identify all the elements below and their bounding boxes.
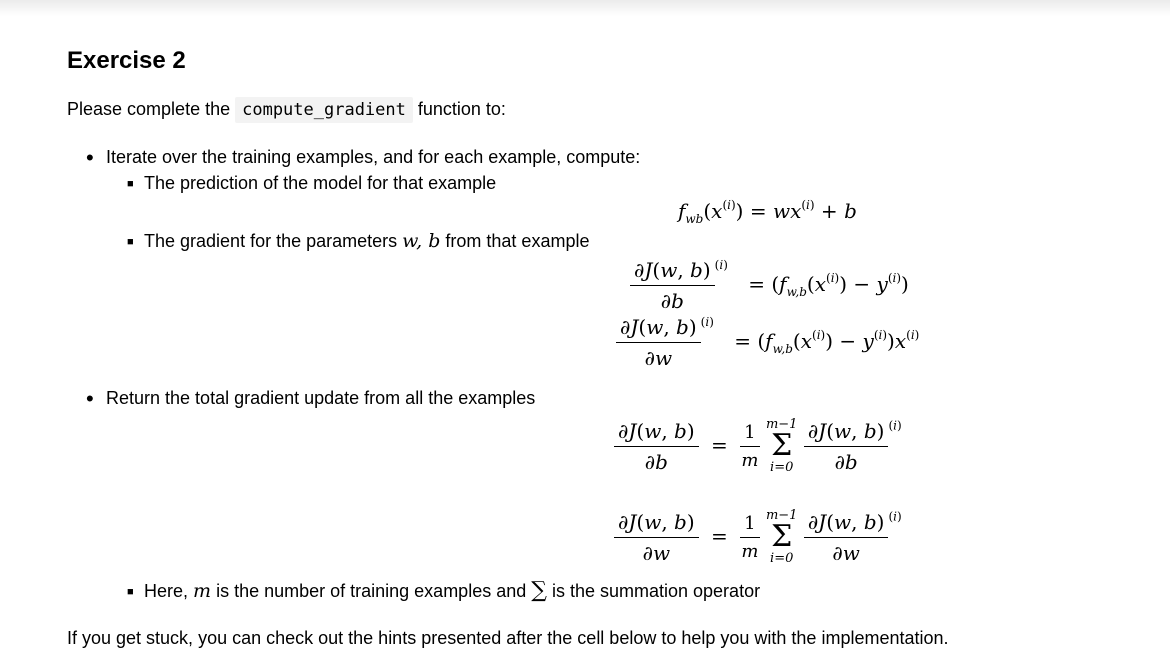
footer-hint: If you get stuck, you can check out the hints presented after the cell below to help you with the implementation.: [67, 628, 949, 648]
intro-paragraph: [67, 97, 506, 122]
equation-grad-w-total: $\frac{\partial J(w, b)}{\partial w}$ = $\frac{1}{m}$ m−1 Σ i=0 $\frac{\partial J(w, b)}{\partial w}$ $^{(i)}$: [614, 509, 902, 565]
equation-grad-w-example: $\frac{\partial J(w, b)}{\partial w}$ $^{(i)} = (f_{w,b}(x^{(i)}) - y^{(i)})x^{(i)}$: [616, 315, 919, 370]
square-bullet-icon: ■: [127, 236, 134, 248]
here-mid: is the number of training examples and: [211, 581, 532, 601]
equation-grad-b-total: $\frac{\partial J(w, b)}{\partial b}$ = $\frac{1}{m}$ m−1 Σ i=0 $\frac{\partial J(w, b)}{\partial b}$ $^{(i)}$: [614, 418, 902, 474]
bullet-here: [144, 579, 760, 603]
exercise-heading: Exercise 2: [67, 47, 186, 74]
square-bullet-icon: ■: [127, 586, 134, 598]
function-name-code: compute_gradient: [235, 97, 413, 123]
gradient-text-before: The gradient for the parameters: [144, 231, 403, 251]
top-shadow: [0, 0, 1170, 16]
bullet-icon: •: [86, 386, 94, 411]
bullet-gradient: [144, 229, 589, 253]
equation-grad-b-example: $\frac{\partial J(w, b)}{\partial b}$ $^{(i)} = (f_{w,b}(x^{(i)}) - y^{(i)})$: [630, 258, 909, 313]
here-after: is the summation operator: [546, 581, 761, 601]
bullet-prediction: The prediction of the model for that example: [144, 173, 497, 193]
intro-after: function to:: [412, 99, 506, 119]
gradient-vars: w, b: [402, 230, 441, 252]
summation-symbol: ∑: [531, 578, 547, 603]
here-before: Here,: [144, 581, 194, 601]
gradient-text-after: from that example: [440, 231, 590, 251]
bullet-iterate: Iterate over the training examples, and for each example, compute:: [106, 147, 641, 167]
equation-prediction: $f_{wb}(x^{(i)}) = wx^{(i)} + b$: [678, 198, 857, 226]
intro-before: Please complete the: [67, 99, 236, 119]
bullet-icon: •: [86, 145, 94, 170]
bullet-return: Return the total gradient update from all the examples: [106, 388, 536, 408]
square-bullet-icon: ■: [127, 178, 134, 190]
here-m: m: [193, 580, 212, 602]
